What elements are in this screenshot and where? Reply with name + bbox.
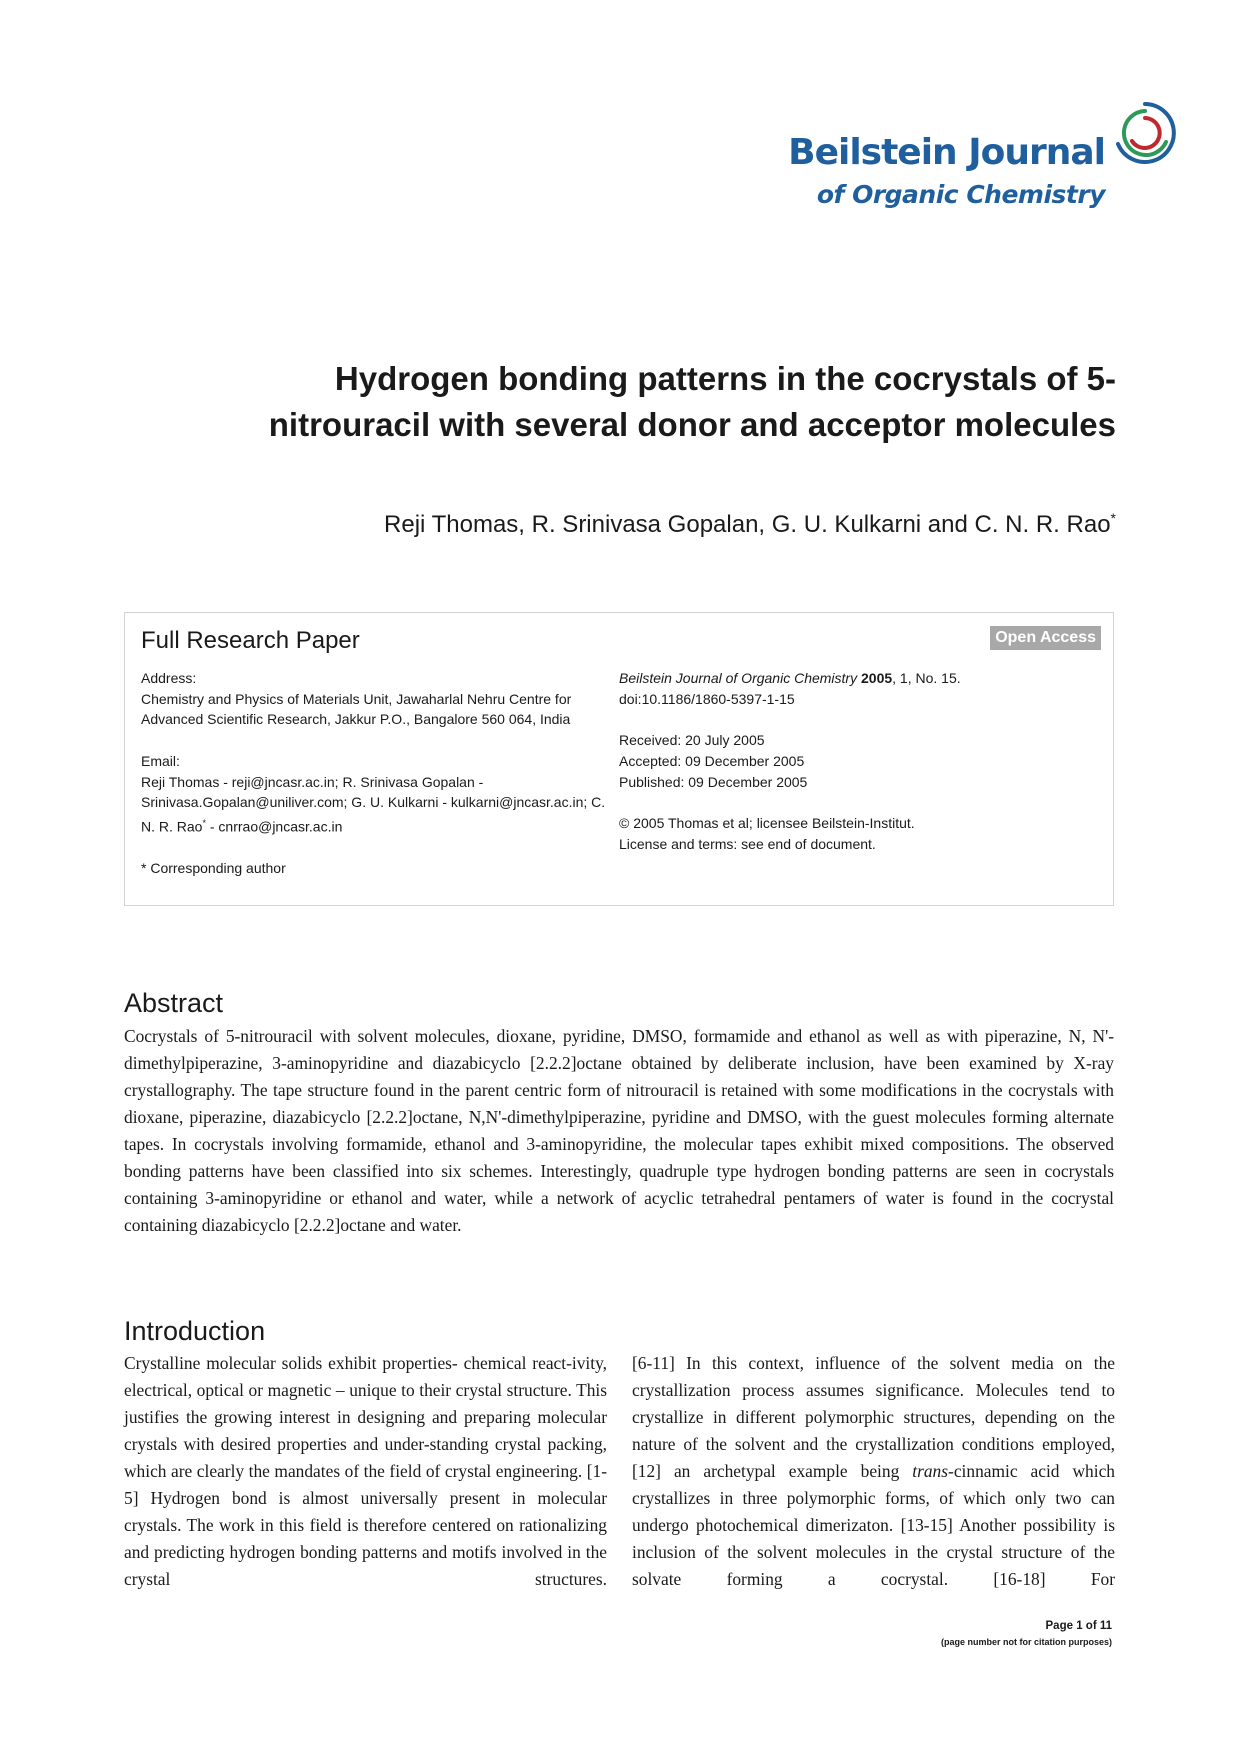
author-list (216, 510, 1116, 539)
corresponding-mark: * (1110, 510, 1116, 526)
doi[interactable]: doi:10.1186/1860-5397-1-15 (619, 690, 795, 707)
citation (619, 668, 1089, 689)
received-date: Received: 20 July 2005 (619, 732, 765, 749)
paper-type: Full Research Paper (141, 627, 360, 654)
abstract-text: Cocrystals of 5-nitrouracil with solvent molecules, dioxane, pyridine, DMSO, formamide and ethanol as well as with piperazine, N, N'-dimethylpiperazine, 3-aminopyridine and diazabicyclo [2.2.2]octane obtained by deliberate inclusion, have been examined by X-ray crystallography. The tape structure found in the parent centric form of nitrouracil is retained with some modifications in the cocrystals with dioxane, piperazine, diazabicyclo [2.2.2]octane, N,N'-dimethylpiperazine, pyridine and DMSO, with the guest molecules forming alternate tapes. In cocrystals involving formamide, ethanol and 3-aminopyridine, the molecular tapes exhibit mixed compositions. The observed bonding patterns have been classified into six schemes. Interestingly, quadruple type hydrogen bonding patterns are seen in cocrystals containing 3-aminopyridine or ethanol and water, while a network of acyclic tetrahedral pentamers of water is found in the cocrystal containing diazabicyclo [2.2.2]octane and water. (124, 1026, 1114, 1235)
page-number: Page 1 of 11 (1045, 1620, 1112, 1632)
introduction-heading: Introduction (124, 1316, 266, 1346)
email-text (141, 772, 611, 838)
email-corresponding-mark: * (202, 817, 206, 828)
introduction-right-column (632, 1350, 1115, 1593)
intro-right-part2: -cinnamic acid which crystallizes in three polymorphic forms, of which only two can undergo photochemical dimerizaton. [13-15] Another possibility is inclusion of the solvent molecules in the crystal structure of the solvate forming a cocrystal. [16-18] For (632, 1461, 1115, 1589)
address-text: Chemistry and Physics of Materials Unit, Jawaharlal Nehru Centre for Advanced Scientific Research, Jakkur P.O., Bangalore 560 064, India (141, 690, 572, 728)
citation-journal: Beilstein Journal of Organic Chemistry (619, 670, 858, 686)
citation-volume: , 1, No. 15. (892, 670, 961, 686)
journal-swirl-icon (1110, 98, 1180, 168)
introduction-left-column: Crystalline molecular solids exhibit properties- chemical react-ivity, electrical, optical or magnetic – unique to their crystal structure. This justifies the growing interest in designing and preparing molecular crystals with desired properties and under-standing crystal packing, which are clearly the mandates of the field of crystal engineering. [1-5] Hydrogen bond is almost universally present in molecular crystals. The work in this field is therefore centered on rationalizing and predicting hydrogen bonding patterns and motifs involved in the crystal structures. (124, 1353, 607, 1589)
info-left-column (141, 668, 611, 879)
email-list: Reji Thomas - reji@jncasr.ac.in; R. Srinivasa Gopalan - Srinivasa.Gopalan@uniliver.com; G. U. Kulkarni - kulkarni@jncasr.ac.in; C. N. R. Rao (141, 773, 606, 835)
address-label: Address: (141, 670, 197, 686)
journal-logo (740, 98, 1180, 218)
accepted-date: Accepted: 09 December 2005 (619, 752, 805, 769)
article-info-box (124, 612, 1114, 906)
info-right-column (619, 668, 1089, 854)
published-date: Published: 09 December 2005 (619, 773, 808, 790)
authors-text: Reji Thomas, R. Srinivasa Gopalan, G. U. Kulkarni and C. N. R. Rao (384, 511, 1111, 538)
page-number-note: (page number not for citation purposes) (940, 1637, 1112, 1647)
email-label: Email: (141, 752, 180, 769)
abstract-heading: Abstract (124, 988, 224, 1018)
open-access-badge: Open Access (990, 626, 1101, 650)
copyright: © 2005 Thomas et al; licensee Beilstein-Institut. (619, 814, 915, 831)
citation-year: 2005 (861, 670, 893, 686)
email-last: - cnrrao@jncasr.ac.in (205, 818, 343, 835)
intro-right-italic: trans (912, 1461, 949, 1481)
intro-right-part1: [6-11] In this context, influence of the solvent media on the crystallization process assumes significance. Molecules tend to crystallize in different polymorphic structures, depending on the nature of the solvent and the crystallization conditions employed,[12] an archetypal example being (632, 1353, 1115, 1481)
license: License and terms: see end of document. (619, 835, 876, 852)
paper-title: Hydrogen bonding patterns in the cocrystals of 5-nitrouracil with several donor and acceptor molecules (268, 360, 1116, 443)
journal-name: Beilstein Journal (788, 132, 1105, 173)
corresponding-note: * Corresponding author (141, 859, 286, 876)
journal-subtitle: of Organic Chemistry (816, 180, 1105, 209)
